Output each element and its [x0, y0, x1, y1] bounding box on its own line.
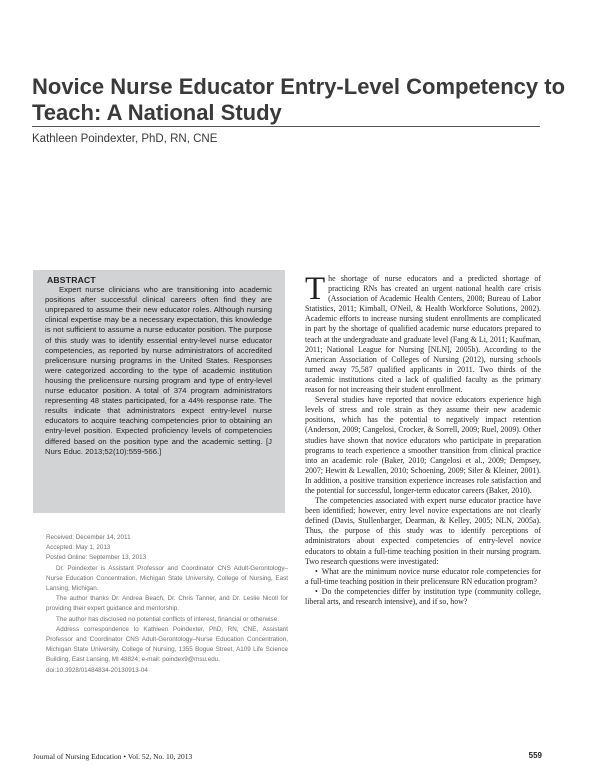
footer-separator: •	[123, 752, 127, 761]
research-question	[305, 587, 541, 607]
author-affiliation: Dr. Poindexter is Assistant Professor and Coordinator CNS Adult-Gerontology–Nurse Education Concentration, Michigan State University, College of Nursing, East Lansing, Michigan.	[46, 564, 288, 593]
journal-name: Journal of Nursing Education	[33, 752, 122, 761]
page-number: 559	[528, 751, 542, 760]
abstract-text: Expert nurse clinicians who are transitioning into academic positions after successful clinical careers often find they are unprepared to assume their new educator roles. Although nursing clinical expertise may be a necessary expectation, this knowledge is not sufficient to assume a nurse educator position. The purpose of this study was to identify essential entry-level nurse educator competencies, as reported by nurse administrators of accredited prelicensure nursing programs in the United States. Responses were categorized according to the type of academic institution housing the prelicensure nursing program and type of entry-level nurse educator position. A total of 374 program administrators representing 48 states participated, for a 44% response rate. The results indicate that administrators expect entry-level nurse educators to acquire teaching competencies prior to obtaining an entry-level position. Expected proficiency levels of competencies differed based on the position type and the academic setting. [J Nurs Educ. 2013;52(10):559-566.]	[45, 285, 272, 456]
body-paragraph: The competencies associated with expert nurse educator practice have been identified; however, entry level novice expectations are not clearly defined (Davis, Stullenbarger, Dearman, & Kelley, 2005; NLN, 2005a). Thus, the purpose of this study was to identify perceptions of administrators about expected competencies of entry-level novice educators to obtain a full-time teaching position in their nursing program. Two research questions were investigated:	[305, 496, 541, 566]
abstract-heading: ABSTRACT	[47, 275, 96, 285]
author-line: Kathleen Poindexter, PhD, RN, CNE	[32, 133, 218, 145]
correspondence: Address correspondence to Kathleen Poindexter, PhD, RN, CNE, Assistant Professor and Coordinator CNS Adult-Gerontology–Nurse Education Concentration, Michigan State University, College of Nursing, 1355 Bogue Street, A109 Life Science Building, East Lansing, MI 48824; e-mail: poindex9@msu.edu.	[46, 625, 288, 664]
research-question-text: What are the minimum novice nurse educator role competencies for a full-time teaching position in their prelicensure RN education program?	[305, 566, 541, 586]
posted-date: Posted Online: September 13, 2013	[46, 554, 147, 562]
acknowledgments: The author thanks Dr. Andrea Beach, Dr. Chris Tanner, and Dr. Leslie Nicoll for providing their expert guidance and mentorship.	[46, 595, 288, 613]
accepted-date: Accepted: May 1, 2013	[46, 544, 111, 552]
journal-volume: Vol. 52, No. 10, 2013	[127, 752, 193, 761]
received-date: Received: December 14, 2011	[46, 534, 131, 541]
journal-citation	[33, 752, 192, 761]
research-question	[305, 567, 541, 587]
body-paragraph	[305, 271, 541, 395]
bullet-icon: •	[315, 586, 318, 596]
body-paragraph: Several studies have reported that novice educators experience high levels of stress and role strain as they assume their new academic positions, which has the potential to negatively impact retention (Anderson, 2009; Cangelosi, Crocker, & Sorrell, 2009; Ruel, 2009). Other studies have shown that novice educators who participate in preparation programs to teach experience a smoother transition from clinical practice into an academic role (Baker, 2010; Cangelosi et al., 2009; Dempsey, 2007; Hewitt & Lewallen, 2010; Schoening, 2009; Siler & Kleiner, 2001). In addition, a positive transition experience increases role satisfaction and the potential for successful, longer-term educator careers (Baker, 2010).	[305, 395, 541, 495]
body-paragraph-text: he shortage of nurse educators and a predicted shortage of practicing RNs has created an urgent national health care crisis (Association of Academic Health Centers, 2008; Bureau of Labor Statistics, 2011; Kimball, O'Neil, & Health Workforce Solutions, 2002). Academic efforts to increase nursing student enrollments are complicated in part by the shortage of qualified academic nurse educators prepared to teach at the undergraduate and graduate level (Fang & Li, 2011; Kaufman, 2011; National League for Nursing [NLN], 2005b). According to the American Association of Colleges of Nursing (2012), nursing schools turned away 75,587 qualified applicants in 2011. Two thirds of the academic institutions cited a lack of qualified faculty as the primary reason for not increasing their student enrollment.	[305, 274, 541, 395]
bullet-icon: •	[315, 566, 318, 576]
article-title: Novice Nurse Educator Entry-Level Competency to Teach: A National Study	[32, 74, 566, 125]
research-questions	[305, 567, 541, 607]
body-text	[305, 271, 541, 607]
research-question-text: Do the competencies differ by institution type (community college, liberal arts, and research intensive), and if so, how?	[305, 586, 541, 606]
title-divider	[32, 126, 540, 127]
article-notes	[46, 533, 288, 676]
abstract-box	[33, 270, 285, 513]
drop-cap: T	[305, 271, 326, 307]
disclosure: The author has disclosed no potential conflicts of interest, financial or otherwise.	[56, 615, 279, 623]
doi: doi:10.3928/01484834-20130913-04	[46, 666, 148, 674]
